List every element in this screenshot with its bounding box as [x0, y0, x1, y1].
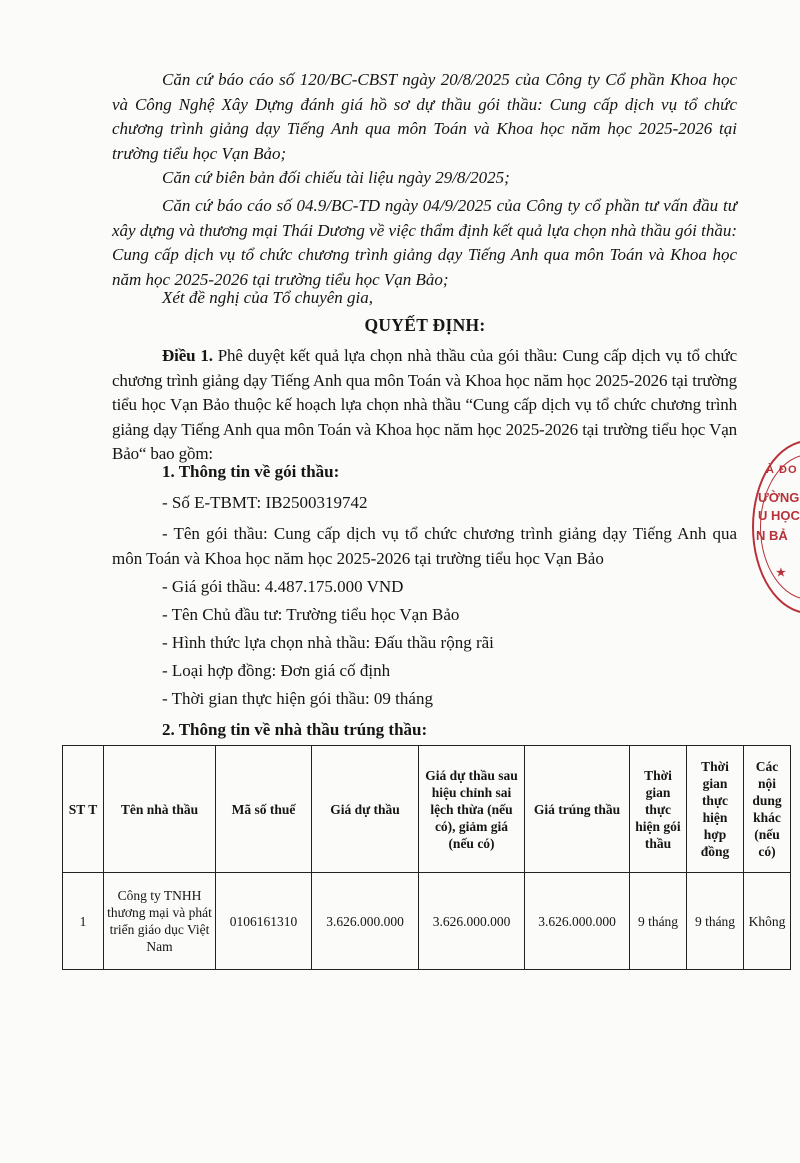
cell-tax-code: 0106161310 — [216, 873, 312, 970]
cell-adjusted-bid-price: 3.626.000.000 — [419, 873, 525, 970]
article-1-text: Phê duyệt kết quả lựa chọn nhà thầu của gói thầu: Cung cấp dịch vụ tổ chức chương trình giảng dạy Tiếng Anh qua môn Toán và Khoa học năm học 2025-2026 tại trường tiểu học Vạn Bảo thuộc kế hoạch lựa chọn nhà thầu “Cung cấp dịch vụ tổ chức chương trình giảng dạy Tiếng Anh qua môn Toán và Khoa học năm học 2025-2026 tại trường tiểu học Vạn Bảo“ bao gồm: — [112, 346, 737, 463]
preamble-reconciliation: Căn cứ biên bản đối chiếu tài liệu ngày 29/8/2025; — [162, 168, 510, 187]
school-seal-stamp — [752, 440, 800, 614]
col-winning-price: Giá trúng thầu — [525, 746, 630, 873]
cell-other-content: Không — [744, 873, 791, 970]
col-bid-price: Giá dự thầu — [312, 746, 419, 873]
article-1 — [112, 344, 737, 467]
cell-winning-price: 3.626.000.000 — [525, 873, 630, 970]
table-row — [63, 873, 791, 970]
implementation-time: - Thời gian thực hiện gói thầu: 09 tháng — [162, 689, 433, 708]
decision-title: QUYẾT ĐỊNH: — [364, 315, 486, 335]
stamp-text-3: U HỌC — [758, 508, 800, 523]
col-stt: ST T — [63, 746, 104, 873]
tbmt-number: - Số E-TBMT: IB2500319742 — [162, 493, 368, 512]
cell-package-duration: 9 tháng — [630, 873, 687, 970]
col-adjusted-bid-price: Giá dự thầu sau hiệu chỉnh sai lệch thừa (nếu có), giảm giá (nếu có) — [419, 746, 525, 873]
col-contractor-name: Tên nhà thầu — [104, 746, 216, 873]
section-2-heading: 2. Thông tin về nhà thầu trúng thầu: — [162, 720, 428, 739]
col-tax-code: Mã số thuế — [216, 746, 312, 873]
col-other-content: Các nội dung khác (nếu có) — [744, 746, 791, 873]
table-header-row — [63, 746, 791, 873]
contract-type: - Loại hợp đồng: Đơn giá cố định — [162, 661, 391, 680]
stamp-text-2: ƯỜNG — [758, 490, 800, 505]
preamble-appraisal-report: Căn cứ báo cáo số 04.9/BC-TD ngày 04/9/2025 của Công ty cổ phần tư vấn đầu tư xây dựng và thương mại Thái Dương về việc thẩm định kết quả lựa chọn nhà thầu gói thầu: Cung cấp dịch vụ tổ chức chương trình giảng dạy Tiếng Anh qua môn Toán và Khoa học năm học 2025-2026 tại trường tiểu học Vạn Bảo; — [112, 196, 737, 289]
col-contract-duration: Thời gian thực hiện hợp đồng — [687, 746, 744, 873]
cell-stt: 1 — [63, 873, 104, 970]
selection-method: - Hình thức lựa chọn nhà thầu: Đấu thầu rộng rãi — [162, 633, 494, 652]
cell-contractor-name: Công ty TNHH thương mại và phát triển giáo dục Việt Nam — [104, 873, 216, 970]
stamp-text-4: N BẢ — [756, 528, 788, 543]
package-price: - Giá gói thầu: 4.487.175.000 VND — [162, 577, 404, 596]
stamp-text-1: À ĐO — [766, 464, 798, 476]
article-1-label: Điều 1. — [162, 346, 213, 365]
stamp-star-icon: ★ — [776, 567, 786, 579]
cell-bid-price: 3.626.000.000 — [312, 873, 419, 970]
investor-name: - Tên Chủ đầu tư: Trường tiểu học Vạn Bảo — [162, 605, 460, 624]
section-1-heading: 1. Thông tin về gói thầu: — [162, 462, 340, 481]
preamble-expert-group: Xét đề nghị của Tổ chuyên gia, — [162, 288, 374, 307]
preamble-report-120: Căn cứ báo cáo số 120/BC-CBST ngày 20/8/2025 của Công ty Cổ phần Khoa học và Công Nghệ Xây Dựng đánh giá hồ sơ dự thầu gói thầu: Cung cấp dịch vụ tổ chức chương trình giảng dạy Tiếng Anh qua môn Toán và Khoa học năm học 2025-2026 tại trường tiểu học Vạn Bảo; — [112, 70, 737, 163]
winning-contractor-table — [62, 745, 791, 970]
col-package-duration: Thời gian thực hiện gói thầu — [630, 746, 687, 873]
cell-contract-duration: 9 tháng — [687, 873, 744, 970]
package-name: - Tên gói thầu: Cung cấp dịch vụ tổ chức chương trình giảng dạy Tiếng Anh qua môn Toán và Khoa học năm học 2025-2026 tại trường tiểu học Vạn Bảo — [112, 524, 737, 568]
